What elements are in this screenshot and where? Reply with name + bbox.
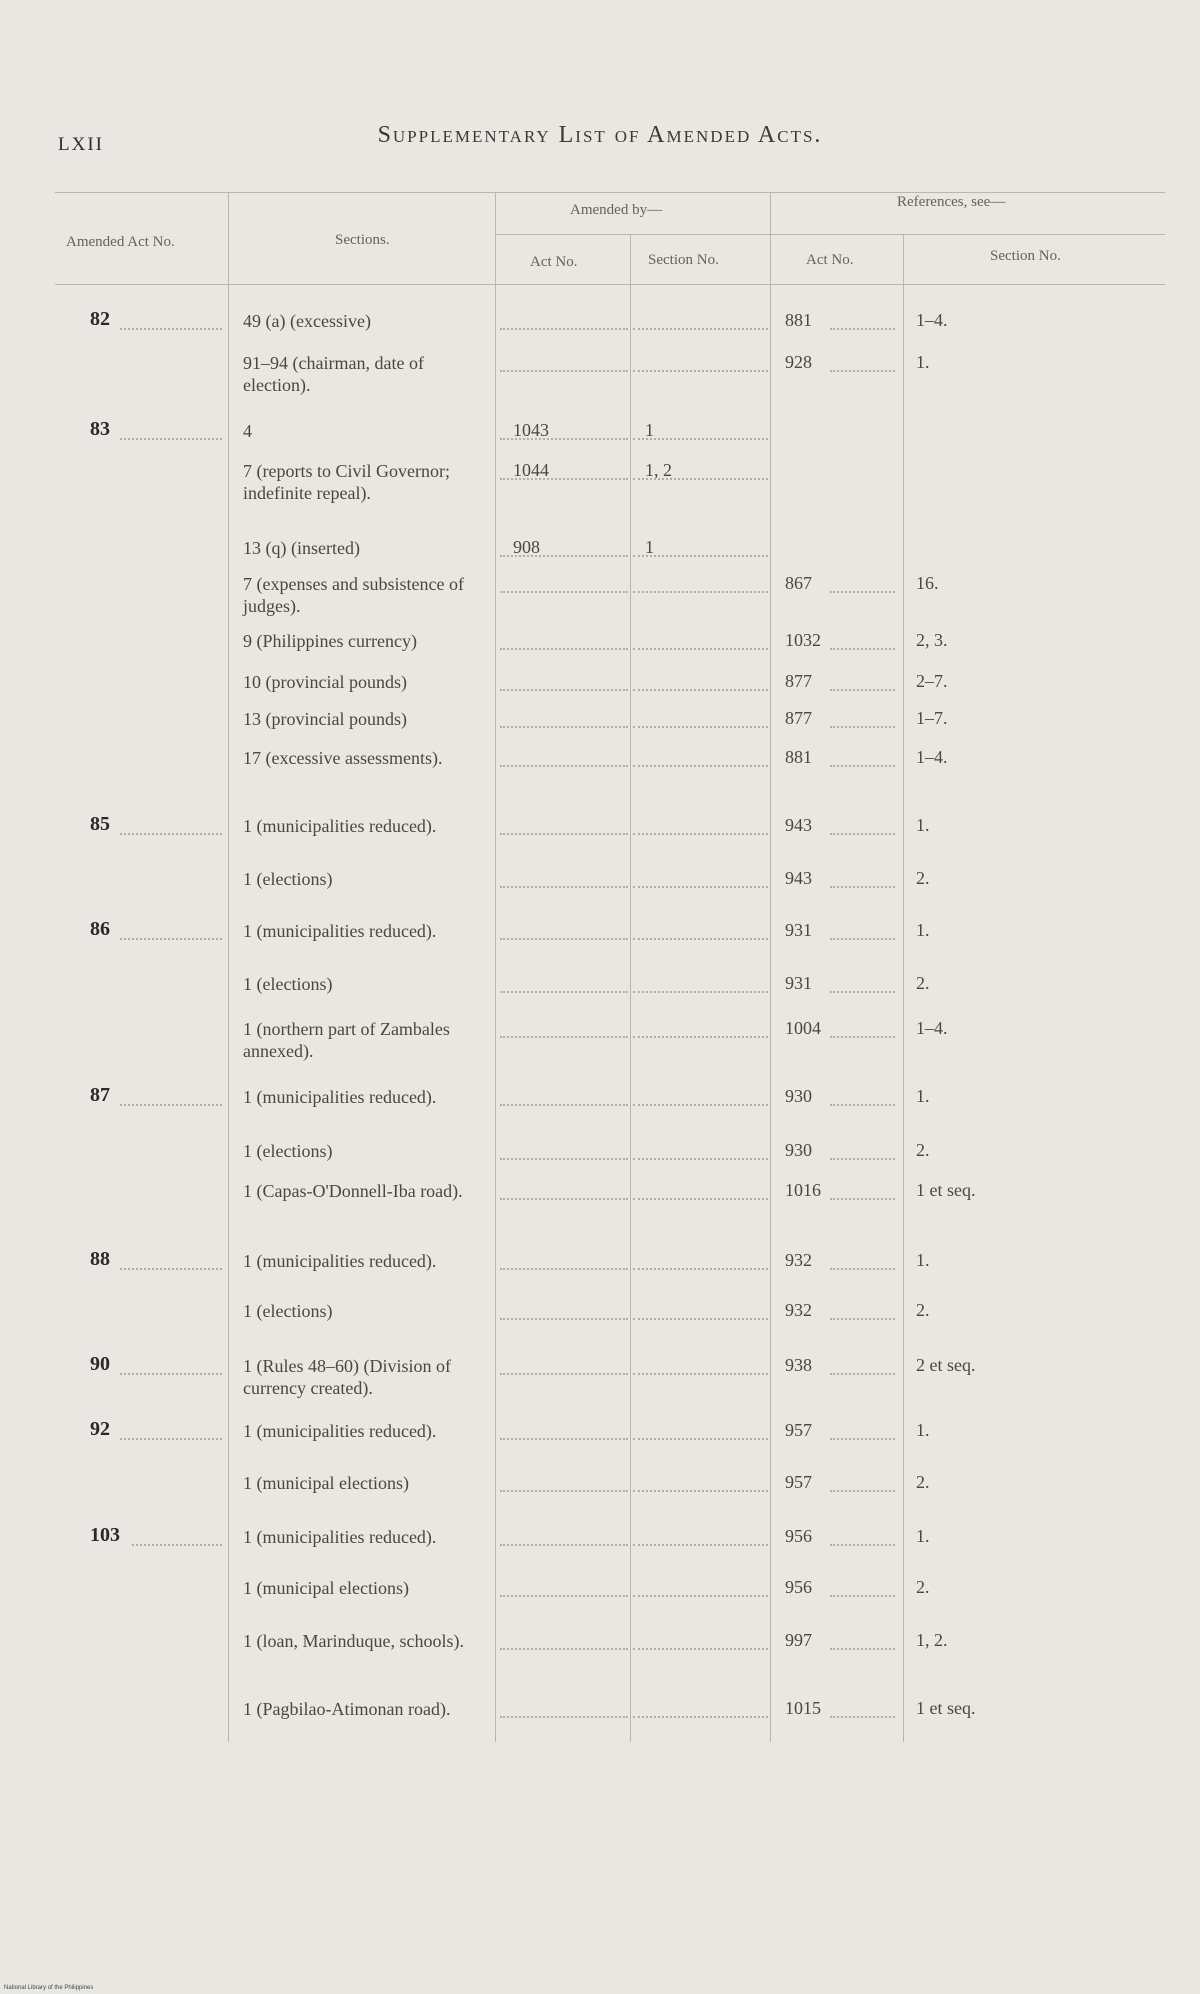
leader-dots	[500, 555, 628, 557]
amended-act-number: 87	[90, 1084, 110, 1106]
leader-dots	[830, 689, 895, 691]
leader-dots	[500, 1036, 628, 1038]
leader-dots	[633, 1595, 768, 1597]
leader-dots	[830, 1438, 895, 1440]
header-amended-act-no: Amended Act No.	[66, 234, 175, 250]
amended-by-act-no: 1044	[513, 460, 549, 480]
leader-dots	[830, 591, 895, 593]
leader-dots	[120, 1373, 222, 1375]
leader-dots	[633, 591, 768, 593]
amended-by-act-no: 908	[513, 537, 540, 557]
reference-section-no: 2.	[916, 1300, 930, 1320]
leader-dots	[500, 1438, 628, 1440]
amended-act-number: 82	[90, 308, 110, 330]
leader-dots	[633, 1438, 768, 1440]
amended-by-section-no: 1	[645, 537, 654, 557]
reference-section-no: 1.	[916, 1086, 930, 1106]
reference-act-no: 877	[785, 708, 812, 728]
section-description: 1 (municipal elections)	[243, 1578, 409, 1598]
section-description: 1 (elections)	[243, 1141, 333, 1161]
leader-dots	[633, 1716, 768, 1718]
amended-act-number: 103	[90, 1524, 120, 1546]
amended-act-number: 86	[90, 918, 110, 940]
reference-act-no: 931	[785, 973, 812, 993]
leader-dots	[633, 1648, 768, 1650]
section-description: 13 (provincial pounds)	[243, 709, 407, 729]
leader-dots	[500, 1716, 628, 1718]
header-act-no: Act No.	[530, 254, 578, 270]
reference-act-no: 928	[785, 352, 812, 372]
leader-dots	[830, 1104, 895, 1106]
section-description: 1 (municipalities reduced).	[243, 816, 437, 836]
leader-dots	[633, 886, 768, 888]
footer-credit: National Library of the Philippines	[4, 1985, 94, 1991]
leader-dots	[120, 1268, 222, 1270]
reference-act-no: 943	[785, 868, 812, 888]
reference-section-no: 1.	[916, 920, 930, 940]
table-top-rule	[55, 192, 1165, 193]
leader-dots	[500, 991, 628, 993]
section-description: 1 (elections)	[243, 1301, 333, 1321]
leader-dots	[633, 689, 768, 691]
leader-dots	[633, 1036, 768, 1038]
page-title: Supplementary List of Amended Acts.	[377, 122, 823, 148]
leader-dots	[500, 478, 628, 480]
reference-section-no: 1–7.	[916, 708, 948, 728]
reference-act-no: 932	[785, 1300, 812, 1320]
leader-dots	[500, 1104, 628, 1106]
col-rule-1	[228, 192, 229, 1742]
leader-dots	[500, 591, 628, 593]
leader-dots	[830, 1648, 895, 1650]
section-description: 10 (provincial pounds)	[243, 672, 407, 692]
leader-dots	[633, 938, 768, 940]
leader-dots	[830, 886, 895, 888]
reference-section-no: 16.	[916, 573, 939, 593]
amended-act-number: 88	[90, 1248, 110, 1270]
col-rule-3	[630, 234, 631, 1742]
section-description: 1 (municipalities reduced).	[243, 1421, 437, 1441]
leader-dots	[500, 370, 628, 372]
leader-dots	[633, 1268, 768, 1270]
leader-dots	[633, 1158, 768, 1160]
reference-act-no: 931	[785, 920, 812, 940]
leader-dots	[500, 1268, 628, 1270]
leader-dots	[120, 1438, 222, 1440]
leader-dots	[830, 1716, 895, 1718]
amended-act-number: 83	[90, 418, 110, 440]
section-description: 1 (municipalities reduced).	[243, 1251, 437, 1271]
reference-section-no: 2, 3.	[916, 630, 948, 650]
col-rule-2	[495, 192, 496, 1742]
amended-by-section-no: 1, 2	[645, 460, 672, 480]
leader-dots	[132, 1544, 222, 1546]
leader-dots	[830, 1198, 895, 1200]
leader-dots	[830, 765, 895, 767]
header-amended-by: Amended by—	[570, 202, 663, 218]
leader-dots	[500, 1595, 628, 1597]
section-description: 1 (loan, Marinduque, schools).	[243, 1631, 464, 1651]
reference-act-no: 932	[785, 1250, 812, 1270]
section-description: 17 (excessive assessments).	[243, 748, 443, 768]
section-description: 9 (Philippines currency)	[243, 631, 417, 651]
leader-dots	[120, 833, 222, 835]
section-description: 13 (q) (inserted)	[243, 538, 360, 558]
section-description: 91–94 (chairman, date of election).	[243, 353, 424, 395]
leader-dots	[830, 938, 895, 940]
leader-dots	[500, 1198, 628, 1200]
section-description: 1 (Pagbilao-Atimonan road).	[243, 1699, 451, 1719]
leader-dots	[633, 1373, 768, 1375]
reference-act-no: 938	[785, 1355, 812, 1375]
leader-dots	[830, 1544, 895, 1546]
leader-dots	[633, 833, 768, 835]
reference-act-no: 1032	[785, 630, 821, 650]
leader-dots	[633, 478, 768, 480]
leader-dots	[633, 1318, 768, 1320]
section-description: 1 (elections)	[243, 869, 333, 889]
reference-section-no: 2.	[916, 1577, 930, 1597]
header-references: References, see—	[897, 194, 1006, 210]
reference-act-no: 957	[785, 1420, 812, 1440]
col-rule-4	[770, 192, 771, 1742]
section-description: 1 (northern part of Zambales annexed).	[243, 1019, 450, 1061]
leader-dots	[830, 648, 895, 650]
reference-section-no: 1–4.	[916, 1018, 948, 1038]
leader-dots	[500, 1490, 628, 1492]
reference-act-no: 1016	[785, 1180, 821, 1200]
leader-dots	[500, 833, 628, 835]
leader-dots	[633, 726, 768, 728]
leader-dots	[120, 328, 222, 330]
leader-dots	[500, 438, 628, 440]
header-ref-section-no: Section No.	[990, 248, 1061, 264]
leader-dots	[120, 938, 222, 940]
leader-dots	[500, 1318, 628, 1320]
reference-section-no: 2.	[916, 868, 930, 888]
leader-dots	[830, 1318, 895, 1320]
col-rule-5	[903, 234, 904, 1742]
reference-act-no: 943	[785, 815, 812, 835]
reference-section-no: 1 et seq.	[916, 1698, 976, 1718]
leader-dots	[830, 1595, 895, 1597]
leader-dots	[633, 328, 768, 330]
section-description: 1 (municipal elections)	[243, 1473, 409, 1493]
leader-dots	[120, 1104, 222, 1106]
reference-act-no: 930	[785, 1140, 812, 1160]
reference-act-no: 877	[785, 671, 812, 691]
leader-dots	[633, 1198, 768, 1200]
section-description: 7 (reports to Civil Governor; indefinite repeal).	[243, 461, 450, 503]
leader-dots	[500, 886, 628, 888]
section-description: 1 (municipalities reduced).	[243, 921, 437, 941]
leader-dots	[633, 555, 768, 557]
header-sections: Sections.	[335, 232, 390, 248]
leader-dots	[830, 726, 895, 728]
section-description: 1 (elections)	[243, 974, 333, 994]
leader-dots	[830, 1268, 895, 1270]
leader-dots	[830, 1036, 895, 1038]
reference-section-no: 1.	[916, 352, 930, 372]
reference-section-no: 2 et seq.	[916, 1355, 976, 1375]
section-description: 1 (Rules 48–60) (Division of currency created).	[243, 1356, 451, 1398]
leader-dots	[500, 1373, 628, 1375]
reference-act-no: 867	[785, 573, 812, 593]
leader-dots	[633, 438, 768, 440]
leader-dots	[500, 328, 628, 330]
header-bottom-rule	[55, 284, 1165, 285]
reference-section-no: 1.	[916, 1420, 930, 1440]
reference-act-no: 1004	[785, 1018, 821, 1038]
reference-section-no: 1–4.	[916, 310, 948, 330]
leader-dots	[120, 438, 222, 440]
leader-dots	[500, 648, 628, 650]
leader-dots	[633, 765, 768, 767]
reference-section-no: 1.	[916, 815, 930, 835]
reference-section-no: 1, 2.	[916, 1630, 948, 1650]
amended-act-number: 92	[90, 1418, 110, 1440]
leader-dots	[830, 328, 895, 330]
leader-dots	[830, 991, 895, 993]
reference-act-no: 881	[785, 747, 812, 767]
section-description: 49 (a) (excessive)	[243, 311, 371, 331]
section-description: 1 (municipalities reduced).	[243, 1087, 437, 1107]
reference-section-no: 1–4.	[916, 747, 948, 767]
leader-dots	[633, 1104, 768, 1106]
amended-act-number: 85	[90, 813, 110, 835]
reference-section-no: 2.	[916, 1140, 930, 1160]
subheader-rule	[495, 234, 1165, 235]
amended-by-section-no: 1	[645, 420, 654, 440]
leader-dots	[830, 1490, 895, 1492]
leader-dots	[633, 991, 768, 993]
page-number: LXII	[58, 134, 104, 155]
header-section-no: Section No.	[648, 252, 719, 268]
leader-dots	[830, 370, 895, 372]
leader-dots	[500, 1544, 628, 1546]
reference-act-no: 1015	[785, 1698, 821, 1718]
leader-dots	[500, 938, 628, 940]
leader-dots	[633, 648, 768, 650]
amended-by-act-no: 1043	[513, 420, 549, 440]
section-description: 7 (expenses and subsistence of judges).	[243, 574, 464, 616]
leader-dots	[633, 370, 768, 372]
reference-act-no: 930	[785, 1086, 812, 1106]
amended-act-number: 90	[90, 1353, 110, 1375]
leader-dots	[633, 1544, 768, 1546]
leader-dots	[500, 689, 628, 691]
reference-section-no: 1.	[916, 1526, 930, 1546]
leader-dots	[500, 726, 628, 728]
reference-section-no: 2.	[916, 973, 930, 993]
reference-act-no: 881	[785, 310, 812, 330]
header-ref-act-no: Act No.	[806, 252, 854, 268]
leader-dots	[500, 1158, 628, 1160]
leader-dots	[500, 1648, 628, 1650]
section-description: 1 (municipalities reduced).	[243, 1527, 437, 1547]
reference-section-no: 1 et seq.	[916, 1180, 976, 1200]
leader-dots	[830, 1158, 895, 1160]
leader-dots	[500, 765, 628, 767]
leader-dots	[830, 833, 895, 835]
reference-act-no: 957	[785, 1472, 812, 1492]
section-description: 1 (Capas-O'Donnell-Iba road).	[243, 1181, 463, 1201]
reference-act-no: 997	[785, 1630, 812, 1650]
reference-section-no: 2–7.	[916, 671, 948, 691]
reference-act-no: 956	[785, 1526, 812, 1546]
leader-dots	[830, 1373, 895, 1375]
reference-act-no: 956	[785, 1577, 812, 1597]
section-description: 4	[243, 421, 252, 441]
reference-section-no: 1.	[916, 1250, 930, 1270]
reference-section-no: 2.	[916, 1472, 930, 1492]
leader-dots	[633, 1490, 768, 1492]
